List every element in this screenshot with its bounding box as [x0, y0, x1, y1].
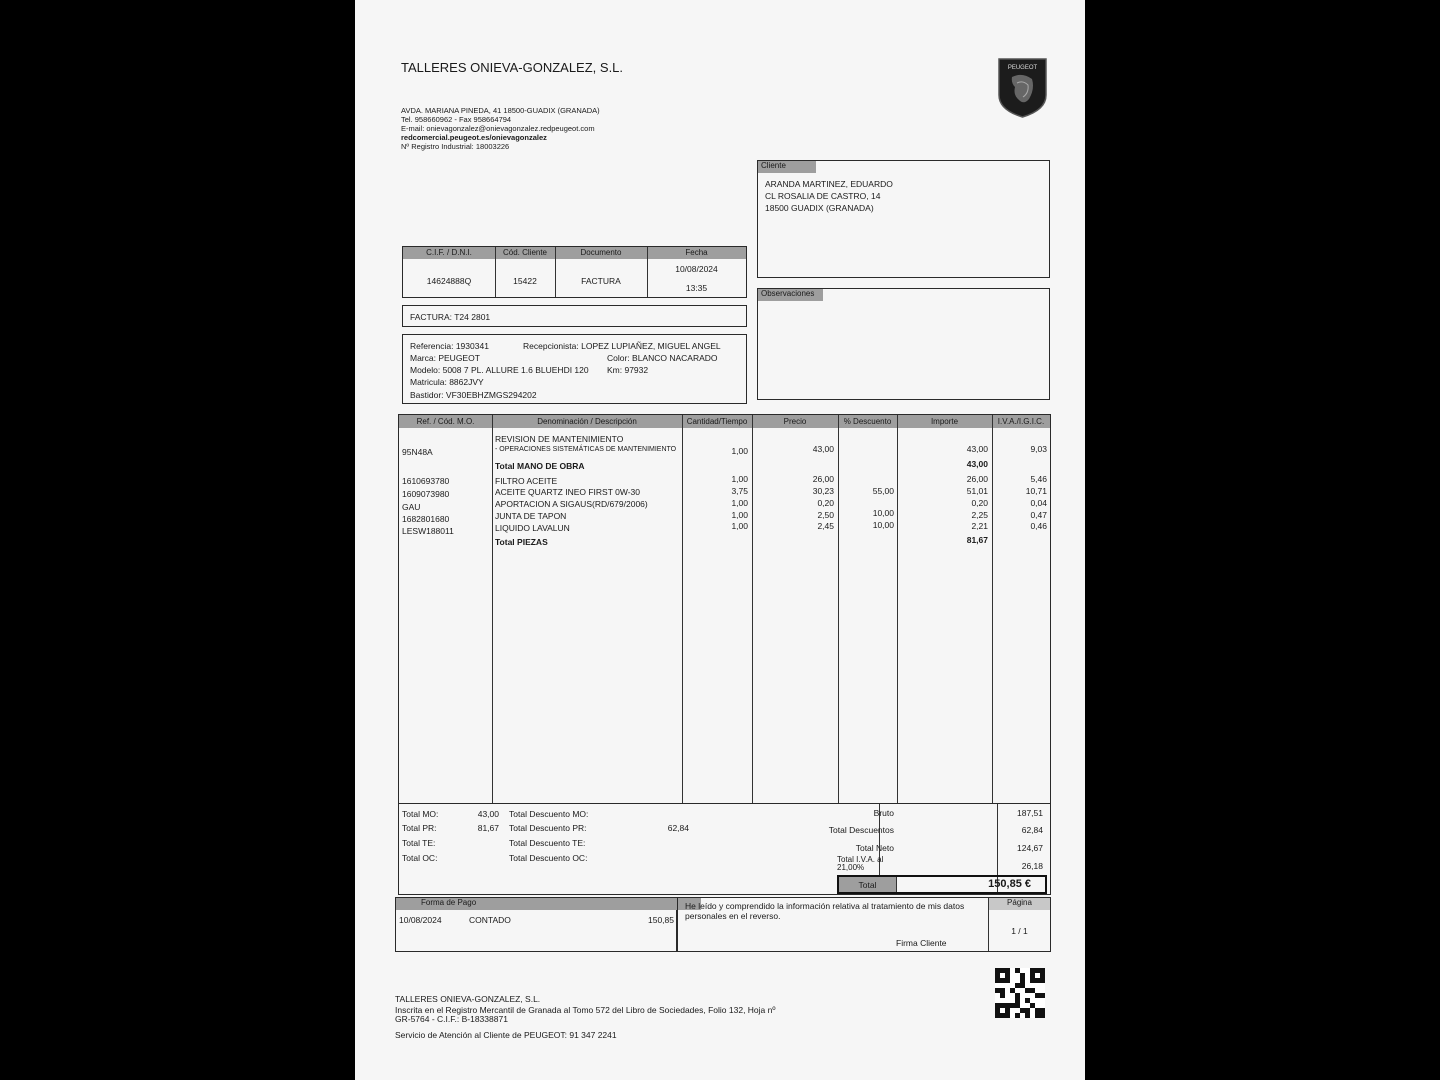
payment-amount: 150,85 — [648, 915, 674, 925]
total-net-value: 124,67 — [1017, 843, 1043, 853]
vehicle-box — [402, 334, 747, 404]
footer-registry: Inscrita en el Registro Mercantil de Granada al Tomo 572 del Libro de Sociedades, Folio 132, Hoja nº — [395, 1005, 776, 1015]
signature-label: Firma Cliente — [896, 938, 947, 948]
total-discounts-value: 62,84 — [1021, 825, 1043, 835]
total-discount-te-label: Total Descuento TE: — [509, 838, 586, 848]
vehicle-recepcionista: Recepcionista: LOPEZ LUPIAÑEZ, MIGUEL ANGEL — [523, 341, 721, 351]
observations-box — [757, 288, 1050, 400]
col-amount: Importe — [930, 417, 959, 426]
privacy-notice: He leído y comprendido la información relativa al tratamiento de mis datos personales en el reverso. — [685, 901, 965, 921]
labour-vat: 9,03 — [1030, 444, 1047, 454]
part-price: 0,20 — [817, 498, 834, 508]
parts-total-label: Total PIEZAS — [495, 537, 548, 547]
part-vat: 10,71 — [1025, 486, 1047, 496]
client-code-value: 15422 — [513, 276, 537, 286]
total-mo-label: Total MO: — [402, 809, 439, 819]
company-email: E-mail: onievagonzalez@onievagonzalez.redpeugeot.com — [401, 124, 595, 133]
header-client-code: Cód. Cliente — [502, 248, 548, 257]
total-vat-value: 26,18 — [1021, 861, 1043, 871]
company-registry: Nº Registro Industrial: 18003226 — [401, 142, 510, 151]
part-discount: 10,00 — [872, 508, 894, 518]
cif-value: 14624888Q — [426, 276, 472, 286]
part-discount: 10,00 — [872, 520, 894, 530]
labour-price: 43,00 — [812, 444, 834, 454]
bruto-value: 187,51 — [1017, 808, 1043, 818]
part-amount: 0,20 — [971, 498, 988, 508]
part-ref: LESW188011 — [402, 526, 454, 536]
part-qty: 1,00 — [731, 474, 748, 484]
labour-title: REVISION DE MANTENIMIENTO — [495, 434, 624, 444]
company-address: AVDA. MARIANA PINEDA, 41 18500-GUADIX (GRANADA) — [401, 106, 600, 115]
total-discount-oc-label: Total Descuento OC: — [509, 853, 588, 863]
bruto-label: Bruto — [873, 808, 894, 818]
qr-code — [995, 968, 1045, 1018]
vehicle-referencia: Referencia: 1930341 — [410, 341, 489, 351]
vehicle-color: Color: BLANCO NACARADO — [607, 353, 718, 363]
part-description: APORTACION A SIGAUS(RD/679/2006) — [495, 499, 648, 509]
client-name: ARANDA MARTINEZ, EDUARDO — [765, 179, 893, 189]
payment-label: Forma de Pago — [396, 898, 701, 910]
document-info-box — [402, 246, 747, 298]
page-label: Página — [989, 898, 1050, 910]
part-description: LIQUIDO LAVALUN — [495, 523, 570, 533]
total-vat-label: Total I.V.A. al 21,00% — [837, 855, 884, 872]
header-cif: C.I.F. / D.N.I. — [426, 248, 472, 257]
page-number: 1 / 1 — [1011, 926, 1028, 936]
part-price: 26,00 — [812, 474, 834, 484]
total-discount-pr-label: Total Descuento PR: — [509, 823, 587, 833]
invoice-number: FACTURA: T24 2801 — [410, 312, 491, 322]
client-label: Cliente — [758, 161, 816, 173]
part-qty: 3,75 — [731, 486, 748, 496]
total-discount-pr-value: 62,84 — [667, 823, 689, 833]
company-web: redcomercial.peugeot.es/onievagonzalez — [401, 133, 547, 142]
vehicle-km: Km: 97932 — [607, 365, 649, 375]
part-description: JUNTA DE TAPON — [495, 511, 567, 521]
part-amount: 51,01 — [966, 486, 988, 496]
client-city: 18500 GUADIX (GRANADA) — [765, 203, 874, 213]
part-ref: 1609073980 — [402, 489, 450, 499]
part-qty: 1,00 — [731, 521, 748, 531]
payment-date: 10/08/2024 — [399, 915, 442, 925]
part-ref: 1610693780 — [402, 476, 450, 486]
client-street: CL ROSALIA DE CASTRO, 14 — [765, 191, 881, 201]
col-ref: Ref. / Cód. M.O. — [416, 417, 475, 426]
observations-label: Observaciones — [758, 289, 823, 301]
total-pr-value: 81,67 — [477, 823, 499, 833]
signature-box — [677, 897, 1051, 952]
part-vat: 0,47 — [1030, 510, 1047, 520]
labour-total: 43,00 — [966, 459, 988, 469]
labour-total-label: Total MANO DE OBRA — [495, 461, 585, 471]
part-amount: 26,00 — [966, 474, 988, 484]
payment-method: CONTADO — [469, 915, 511, 925]
part-description: ACEITE QUARTZ INEO FIRST 0W-30 — [495, 487, 640, 497]
vehicle-bastidor: Bastidor: VF30EBHZMGS294202 — [410, 390, 537, 400]
total-pr-label: Total PR: — [402, 823, 437, 833]
footer-cif: GR-5764 - C.I.F.: B-18338871 — [395, 1014, 508, 1024]
col-description: Denominación / Descripción — [537, 417, 637, 426]
col-vat: I.V.A./I.G.I.C. — [997, 417, 1045, 426]
company-name: TALLERES ONIEVA-GONZALEZ, S.L. — [401, 60, 624, 75]
footer-company-name: TALLERES ONIEVA-GONZALEZ, S.L. — [395, 994, 541, 1004]
part-discount: 55,00 — [872, 486, 894, 496]
col-discount: % Descuento — [843, 417, 892, 426]
part-qty: 1,00 — [731, 510, 748, 520]
col-price: Precio — [783, 417, 807, 426]
invoice-page — [355, 0, 1085, 1080]
labour-amount: 43,00 — [966, 444, 988, 454]
parts-total: 81,67 — [966, 535, 988, 545]
header-date: Fecha — [685, 248, 708, 257]
total-discount-mo-label: Total Descuento MO: — [509, 809, 589, 819]
vehicle-matricula: Matricula: 8862JVY — [410, 377, 484, 387]
total-mo-value: 43,00 — [477, 809, 499, 819]
part-vat: 5,46 — [1030, 474, 1047, 484]
labour-description: - OPERACIONES SISTEMÁTICAS DE MANTENIMIENTO — [495, 446, 677, 453]
part-qty: 1,00 — [731, 498, 748, 508]
grand-total-box — [837, 875, 1047, 894]
items-table — [398, 414, 1051, 804]
col-quantity: Cantidad/Tiempo — [686, 417, 748, 426]
vehicle-marca: Marca: PEUGEOT — [410, 353, 480, 363]
labour-qty: 1,00 — [731, 446, 748, 456]
invoice-number-box — [402, 305, 747, 327]
payment-box — [395, 897, 677, 952]
part-vat: 0,46 — [1030, 521, 1047, 531]
total-te-label: Total TE: — [402, 838, 436, 848]
part-ref: GAU — [402, 502, 421, 512]
part-price: 2,45 — [817, 521, 834, 531]
part-price: 30,23 — [812, 486, 834, 496]
document-type-value: FACTURA — [581, 276, 621, 286]
part-ref: 1682801680 — [402, 514, 450, 524]
labour-ref: 95N48A — [402, 447, 433, 457]
client-box — [757, 160, 1050, 278]
header-document: Documento — [580, 248, 622, 257]
company-phone: Tel. 958660962 - Fax 958664794 — [401, 115, 512, 124]
peugeot-logo — [995, 55, 1050, 120]
grand-total-label: Total — [858, 880, 877, 890]
footer-service: Servicio de Atención al Cliente de PEUGEOT: 91 347 2241 — [395, 1030, 617, 1040]
part-price: 2,50 — [817, 510, 834, 520]
totals-box — [398, 803, 1051, 895]
total-discounts-label: Total Descuentos — [828, 825, 894, 835]
part-description: FILTRO ACEITE — [495, 476, 558, 486]
time-value: 13:35 — [685, 283, 708, 293]
total-net-label: Total Neto — [855, 843, 894, 853]
svg-text:PEUGEOT: PEUGEOT — [1007, 65, 1038, 71]
part-vat: 0,04 — [1030, 498, 1047, 508]
vehicle-modelo: Modelo: 5008 7 PL. ALLURE 1.6 BLUEHDI 120 — [410, 365, 589, 375]
part-amount: 2,21 — [971, 521, 988, 531]
total-oc-label: Total OC: — [402, 853, 438, 863]
part-amount: 2,25 — [971, 510, 988, 520]
grand-total-value: 150,85 € — [988, 878, 1031, 890]
date-value: 10/08/2024 — [675, 264, 718, 274]
